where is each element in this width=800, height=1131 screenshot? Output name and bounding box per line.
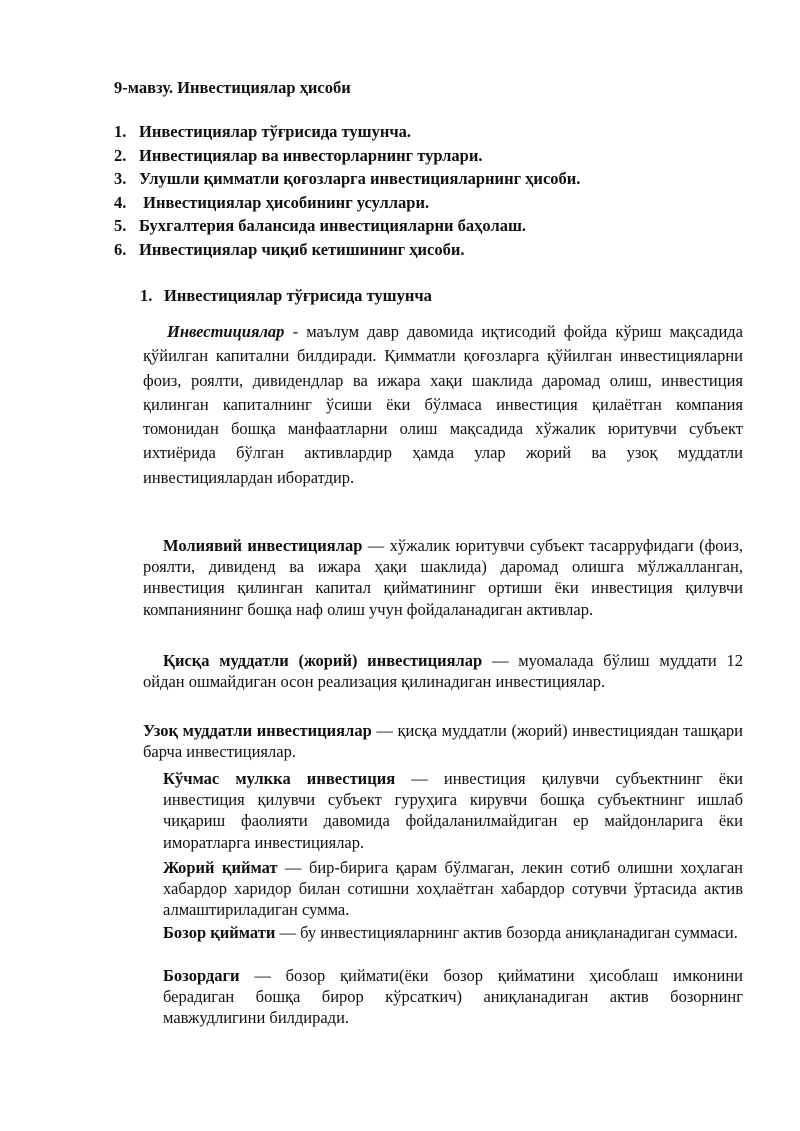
definition-term: Инвестициялар xyxy=(167,322,285,341)
intro-paragraph xyxy=(143,320,743,490)
definition-paragraph xyxy=(143,720,743,762)
definition-paragraph xyxy=(163,857,743,921)
list-item: 5. Бухгалтерия балансида инвестицияларни баҳолаш. xyxy=(114,216,527,236)
definition-text: — муомалада бўлиш муддати 12 ойдан ошмайдиган осон реализация қилинадиган инвестициялар. xyxy=(143,651,743,692)
definition-term: Бозордаги xyxy=(163,966,240,985)
definition-term: Бозор қиймати xyxy=(163,923,276,942)
definition-paragraph xyxy=(163,768,743,853)
list-item: 1. Инвестициялар тўғрисида тушунча. xyxy=(114,122,412,141)
definition-paragraph xyxy=(163,922,743,943)
page-title: 9-мавзу. Инвестициялар ҳисоби xyxy=(114,78,351,97)
definition-term: Кўчмас мулкка инвестиция xyxy=(163,769,396,788)
definition-text: — қисқа муддатли (жорий) инвестициядан ташқари барча инвестициялар. xyxy=(143,721,743,762)
definition-paragraph xyxy=(143,650,743,692)
definition-term: Узоқ муддатли инвестициялар xyxy=(143,721,372,740)
list-item: 6. Инвестициялар чиқиб кетишининг ҳисоби. xyxy=(114,239,465,259)
definition-text: — бу инвестицияларнинг актив бозорда аниқланадиган суммаси. xyxy=(275,923,738,942)
definition-paragraph xyxy=(143,535,743,620)
definition-text: - маълум давр давомида иқтисодий фойда кўриш мақсадида қўйилган капитални билдиради. Қимматли қоғозларга қўйилган инвестицияларни фоиз, роялти, дивидендлар ва ижара хақи шаклида даромад олиш, инвестиция қилинган капиталнинг ўсиши ёки бўлмаса инвестиция қилаётган компания томонидан бошқа манфаатларни олиш мақсадида хўжалик юритувчи субъект ихтиёрида бўлган активлардир ҳамда улар жорий ва узоқ муддатли инвестициялардан иборатдир. xyxy=(143,322,743,487)
definition-paragraph xyxy=(163,965,743,1029)
list-item: 3. Улушли қимматли қоғозларга инвестицияларнинг ҳисоби. xyxy=(114,169,581,189)
definition-term: Жорий қиймат xyxy=(163,858,278,877)
definition-term: Қисқа муддатли (жорий) инвестициялар xyxy=(163,651,483,670)
list-item: 4. Инвестициялар ҳисобининг усуллари. xyxy=(114,192,430,212)
definition-term: Молиявий инвестициялар xyxy=(163,536,363,555)
list-item: 2. Инвестициялар ва инвесторларнинг турлари. xyxy=(114,145,483,165)
definition-text: — инвестиция қилувчи субъектнинг ёки инвестиция қилувчи субъект гуруҳига кирувчи бошқа субъектнинг ишлаб чиқариш фаолияти давомида фойдаланилмайдиган ер майдонларига ёки иморатларга инвестициялар. xyxy=(163,769,743,852)
definition-text: — бир-бирига қарам бўлмаган, лекин сотиб олишни хоҳлаган хабардор харидор билан сотишни хоҳлаётган хабардор сотувчи ўртасида актив алмаштириладиган сумма. xyxy=(163,858,744,920)
definition-text: — бозор қиймати(ёки бозор қийматини ҳисоблаш имконини берадиган бошқа бирор кўрсаткич) аниқланадиган актив бозорнинг мавжудлигини билдиради. xyxy=(163,966,743,1028)
definition-text: — хўжалик юритувчи субъект тасарруфидаги (фоиз, роялти, дивиденд ва ижара ҳақи шаклида) даромад олишга мўлжалланган, инвестиция қилинган капитал қийматининг ортиши ёки инвестиция қилувчи компаниянинг бошқа наф олиш учун фойдаланадиган активлар. xyxy=(143,536,743,619)
topics-list xyxy=(114,120,580,262)
section-heading: 1. Инвестициялар тўғрисида тушунча xyxy=(140,286,432,305)
